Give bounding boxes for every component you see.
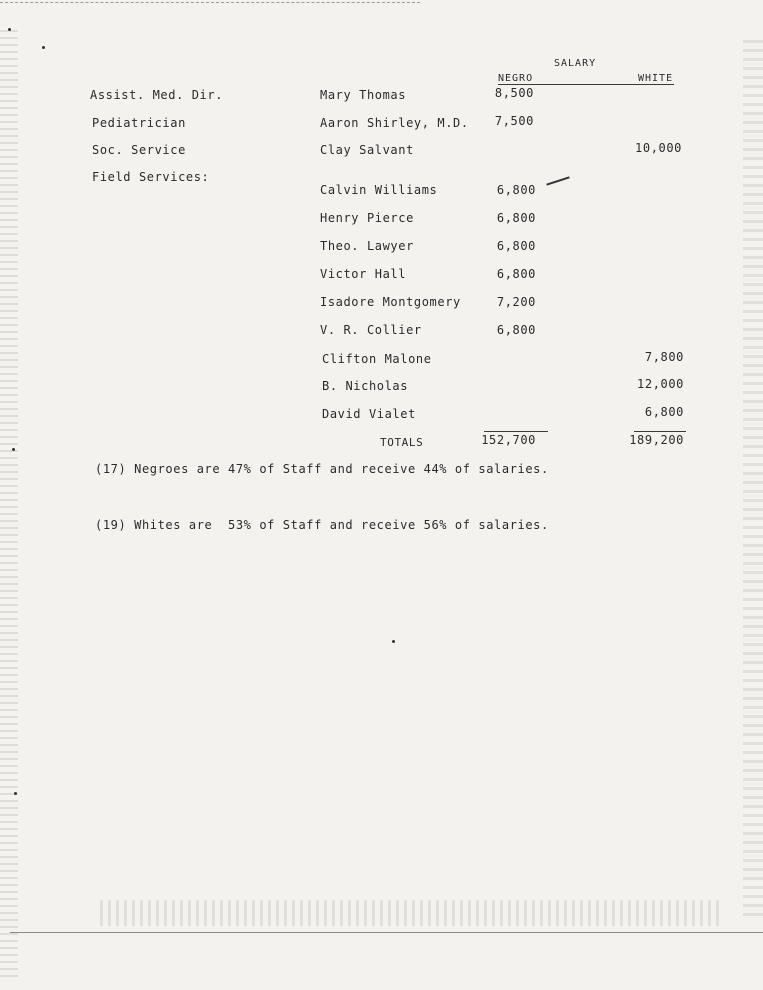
job-title: Soc. Service <box>92 143 186 157</box>
totals-label: TOTALS <box>380 436 424 449</box>
negro-totals-rule <box>484 431 548 432</box>
employee-name: David Vialet <box>322 407 416 421</box>
employee-name: Clay Salvant <box>320 143 414 157</box>
stray-mark <box>14 792 17 795</box>
employee-name: Aaron Shirley, M.D. <box>320 116 469 130</box>
negro-total: 152,700 <box>481 433 536 447</box>
job-title: Pediatrician <box>92 116 186 130</box>
employee-name: V. R. Collier <box>320 323 422 337</box>
job-title: Assist. Med. Dir. <box>90 88 224 102</box>
negro-salary: 6,800 <box>496 211 536 225</box>
employee-name: B. Nicholas <box>322 379 409 393</box>
stray-mark <box>392 640 395 643</box>
negro-column-header: NEGRO <box>498 73 534 84</box>
negro-salary: 6,800 <box>496 183 536 197</box>
employee-name: Theo. Lawyer <box>320 239 414 253</box>
stray-mark <box>12 448 15 451</box>
scan-noise-bottom <box>100 900 720 926</box>
employee-name: Victor Hall <box>320 267 407 281</box>
negro-salary: 6,800 <box>496 267 536 281</box>
scan-noise-left <box>0 30 18 980</box>
white-salary: 10,000 <box>635 141 682 155</box>
white-column-header: WHITE <box>638 73 674 84</box>
scan-noise-right <box>743 40 763 920</box>
check-mark <box>546 176 569 185</box>
salary-header: SALARY <box>554 58 597 69</box>
negro-staff-note: (17) Negroes are 47% of Staff and receive 44% of salaries. <box>95 462 549 476</box>
stray-mark <box>8 28 11 31</box>
negro-salary: 7,200 <box>496 295 536 309</box>
white-total: 189,200 <box>629 433 684 447</box>
employee-name: Henry Pierce <box>320 211 414 225</box>
stray-mark <box>42 46 45 49</box>
white-salary: 12,000 <box>637 377 684 391</box>
white-salary: 7,800 <box>644 350 684 364</box>
perforation-line <box>0 2 420 3</box>
negro-header-rule <box>498 84 538 85</box>
white-salary: 6,800 <box>644 405 684 419</box>
white-staff-note: (19) Whites are 53% of Staff and receive 56% of salaries. <box>95 518 549 532</box>
employee-name: Calvin Williams <box>320 183 438 197</box>
section-heading: Field Services: <box>92 170 210 184</box>
salary-header-rule <box>538 84 674 85</box>
bottom-rule <box>10 932 763 933</box>
negro-salary: 8,500 <box>494 86 534 100</box>
white-totals-rule <box>634 431 686 432</box>
employee-name: Clifton Malone <box>322 352 432 366</box>
negro-salary: 7,500 <box>494 114 534 128</box>
employee-name: Mary Thomas <box>320 88 407 102</box>
negro-salary: 6,800 <box>496 323 536 337</box>
employee-name: Isadore Montgomery <box>320 295 461 309</box>
negro-salary: 6,800 <box>496 239 536 253</box>
